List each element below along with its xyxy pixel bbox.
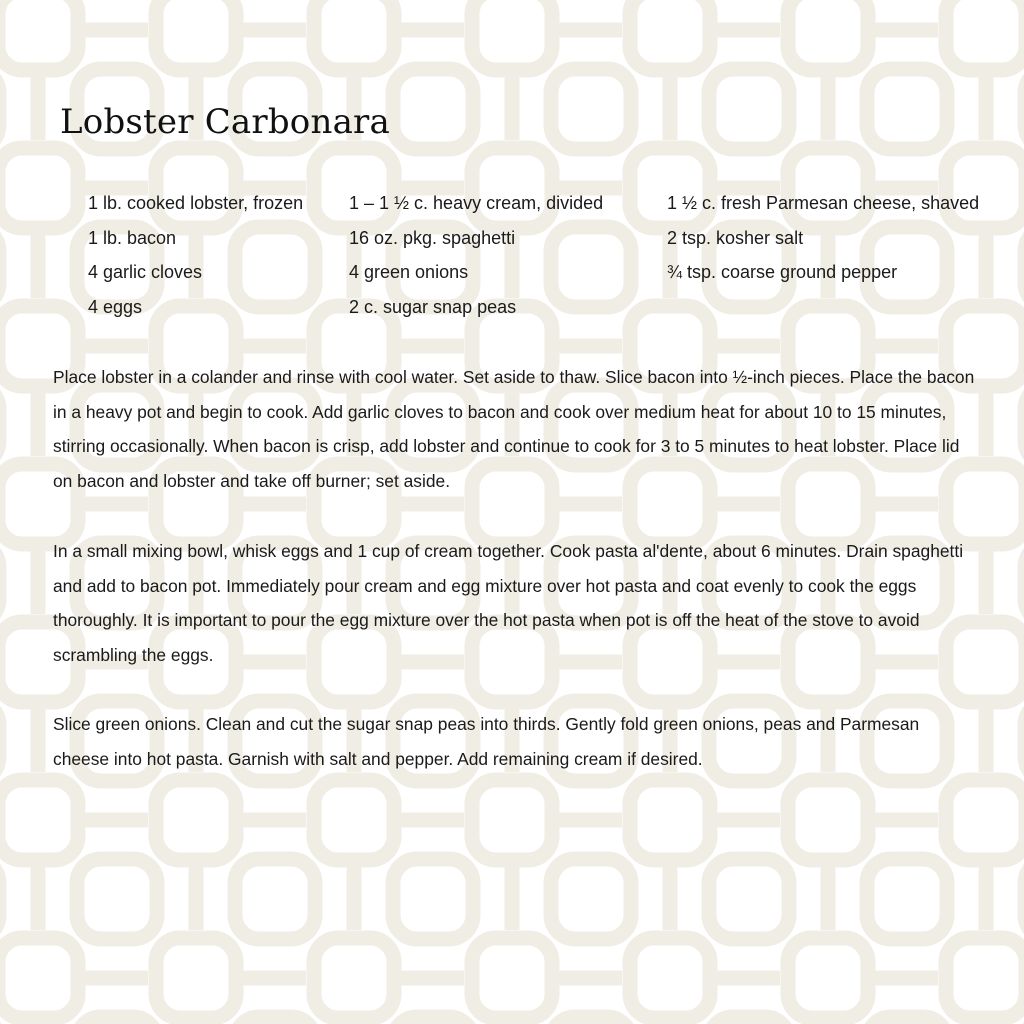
- ingredient-item: 2 c. sugar snap peas: [349, 297, 517, 318]
- recipe-title: Lobster Carbonara: [60, 102, 390, 142]
- direction-step-2: In a small mixing bowl, whisk eggs and 1 cup of cream together. Cook pasta al'dente, about 6 minutes. Drain spaghetti and add to bacon pot. Immediately pour cream and egg mixture over hot pasta and coat evenly to cook the eggs thoroughly. It is important to pour the egg mixture over the hot pasta when pot is off the heat of the stove to avoid scrambling the eggs.: [53, 541, 964, 666]
- ingredient-column-3: [667, 186, 979, 290]
- ingredient-column-2: [349, 186, 603, 325]
- ingredient-item: 16 oz. pkg. spaghetti: [349, 227, 516, 248]
- ingredient-column-1: [88, 186, 303, 325]
- ingredient-item: 4 green onions: [349, 262, 469, 283]
- ingredient-item: 1 lb. bacon: [88, 227, 177, 248]
- ingredient-item: 2 tsp. kosher salt: [667, 227, 804, 248]
- ingredient-item: 1 ½ c. fresh Parmesan cheese, shaved: [667, 193, 980, 213]
- ingredient-item: 1 – 1 ½ c. heavy cream, divided: [349, 193, 604, 213]
- ingredient-item: ¾ tsp. coarse ground pepper: [667, 262, 898, 283]
- ingredient-item: 4 garlic cloves: [88, 262, 203, 283]
- ingredient-item: 1 lb. cooked lobster, frozen: [88, 193, 304, 213]
- direction-step-1: Place lobster in a colander and rinse with cool water. Set aside to thaw. Slice bacon into ½-inch pieces. Place the bacon in a heavy pot and begin to cook. Add garlic cloves to bacon and cook over medium heat for about 10 to 15 minutes, stirring occasionally. When bacon is crisp, add lobster and continue to cook for 3 to 5 minutes to heat lobster. Place lid on bacon and lobster and take off burner; set aside.: [53, 367, 975, 492]
- direction-step-3: Slice green onions. Clean and cut the sugar snap peas into thirds. Gently fold green onions, peas and Parmesan cheese into hot pasta. Garnish with salt and pepper. Add remaining cream if desired.: [53, 714, 920, 769]
- ingredient-item: 4 eggs: [88, 297, 143, 318]
